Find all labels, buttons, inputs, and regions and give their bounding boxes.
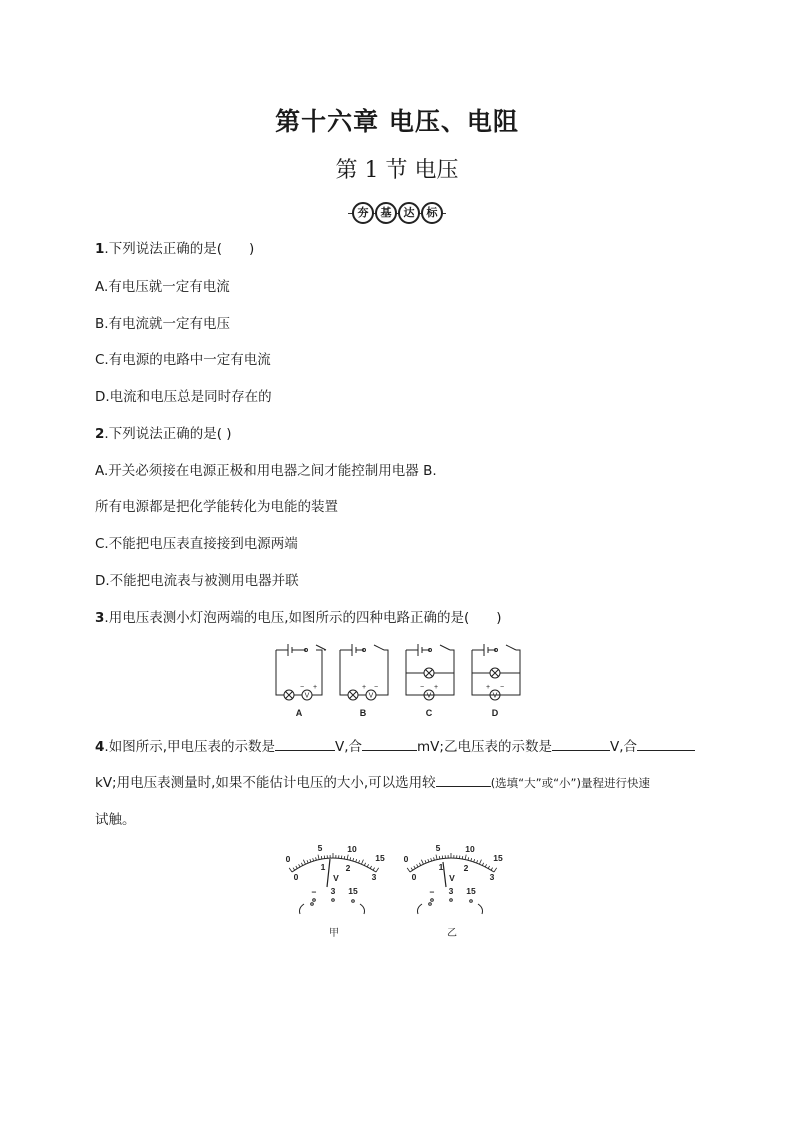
plus-sign: + (361, 684, 367, 691)
scale-tick (370, 866, 371, 869)
minus-sign: − (499, 684, 505, 691)
scale-tick (414, 866, 416, 869)
q1-option-c: C.有电源的电路中一定有电流 (95, 352, 271, 368)
question-text: V,合 (609, 739, 637, 755)
scale-tick (307, 860, 308, 863)
scale-tick (485, 864, 486, 867)
question-text: V,合 (335, 739, 363, 755)
scale-tick (479, 860, 481, 865)
circuit-b (340, 644, 388, 700)
scale-label: 0 (411, 872, 417, 882)
voltmeter-jia (289, 853, 379, 914)
plus-sign: + (485, 684, 491, 691)
scale-label: 2 (345, 863, 351, 873)
scale-tick (289, 868, 292, 872)
meter-symbol: V (368, 692, 374, 700)
scale-tick (299, 864, 300, 867)
scale-tick (436, 855, 437, 860)
scale-tick (359, 860, 360, 863)
scale-tick (356, 859, 357, 862)
question-3-stem (95, 606, 502, 626)
scale-tick (296, 866, 298, 869)
meter-symbol: V (304, 692, 310, 700)
scale-tick (361, 860, 363, 865)
plus-sign: + (312, 684, 318, 691)
question-4-line-3: 试触。 (95, 812, 136, 828)
terminal-label: 3 (330, 886, 336, 896)
question-1-stem (95, 237, 254, 257)
scale-tick (471, 858, 472, 861)
scale-tick (434, 857, 435, 860)
scale-tick (310, 859, 311, 862)
needle (327, 859, 330, 887)
question-number: 1 (95, 241, 105, 257)
scale-tick (491, 868, 493, 871)
question-4-line-2 (95, 771, 650, 791)
scale-tick (367, 864, 368, 867)
answer-blank[interactable] (552, 738, 610, 751)
q2-option-a: A.开关必须接在电源正极和用电器之间才能控制用电器 B. (95, 463, 437, 479)
scale-tick (411, 868, 413, 871)
scale-label: 15 (493, 853, 503, 863)
minus-sign: − (419, 684, 425, 691)
question-text: (选填“大”或“小”)量程进行快速 (490, 776, 650, 790)
terminal-label: 15 (466, 886, 476, 896)
scale-tick (421, 860, 423, 865)
circuit-label: C (425, 708, 433, 718)
needle (443, 862, 446, 887)
scale-tick (321, 856, 322, 859)
voltmeter-yi (407, 853, 497, 914)
scale-tick (364, 863, 365, 866)
scale-tick (303, 860, 305, 865)
scale-tick (344, 856, 345, 859)
answer-blank[interactable] (362, 738, 417, 751)
scale-label: 1 (320, 862, 326, 872)
scale-tick (488, 866, 489, 869)
question-text: .用电压表测小灯泡两端的电压,如图所示的四种电路正确的是( ) (104, 610, 502, 626)
chapter-title: 第十六章 电压、电阻 (275, 107, 519, 136)
scale-label: 0 (285, 854, 291, 864)
scale-label: 3 (371, 872, 377, 882)
q2-option-d: D.不能把电流表与被测用电器并联 (95, 573, 299, 589)
badge-char: 达 (398, 202, 420, 224)
circuit-a (276, 644, 326, 700)
scale-label: 3 (489, 872, 495, 882)
scale-tick (482, 863, 483, 866)
scale-tick (407, 868, 410, 872)
unit-label: V (449, 873, 455, 883)
scale-tick (373, 868, 375, 871)
question-4-line-1 (95, 735, 695, 755)
scale-label: 10 (347, 844, 357, 854)
plus-sign: + (433, 684, 439, 691)
scale-label: 0 (403, 854, 409, 864)
scale-tick (462, 856, 463, 859)
section-title: 第 1 节 电压 (335, 158, 459, 183)
badge-char: 夯 (352, 202, 374, 224)
badge-char: 标 (421, 202, 443, 224)
question-text: .下列说法正确的是( ) (104, 241, 255, 257)
scale-label: 15 (375, 853, 385, 863)
minus-sign: − (299, 684, 305, 691)
scale-tick (316, 857, 317, 860)
scale-tick (347, 855, 348, 860)
scale-label: 5 (317, 843, 323, 853)
circuit-label: B (359, 708, 367, 718)
meter-symbol: V (426, 692, 432, 700)
scale-tick (318, 855, 319, 860)
answer-blank[interactable] (275, 738, 335, 751)
scale-label: 5 (435, 843, 441, 853)
scale-tick (431, 858, 432, 861)
scale-tick (439, 856, 440, 859)
unit-label: V (333, 873, 339, 883)
question-2-stem (95, 422, 232, 442)
scale-tick (376, 868, 379, 872)
scale-tick (350, 857, 351, 860)
question-text: .如图所示,甲电压表的示数是 (104, 739, 275, 755)
scale-tick (465, 855, 466, 860)
terminal-label: 15 (348, 886, 358, 896)
question-number: 2 (95, 426, 105, 442)
question-number: 4 (95, 739, 105, 755)
circuit-label: D (491, 708, 499, 718)
scale-tick (293, 868, 295, 871)
q2-option-c: C.不能把电压表直接接到电源两端 (95, 536, 298, 552)
scale-tick (425, 860, 426, 863)
q1-option-d: D.电流和电压总是同时存在的 (95, 389, 272, 405)
scale-label: 0 (293, 872, 299, 882)
answer-blank[interactable] (637, 738, 695, 751)
scale-tick (474, 859, 475, 862)
section-badge (348, 202, 446, 224)
scale-tick (419, 863, 420, 866)
circuit-label: A (295, 708, 303, 718)
terminal-label: 3 (448, 886, 454, 896)
scale-tick (417, 864, 418, 867)
scale-tick (301, 863, 302, 866)
voltmeter-figure (282, 840, 512, 940)
scale-label: 10 (465, 844, 475, 854)
badge-char: 基 (375, 202, 397, 224)
question-text: .下列说法正确的是( ) (104, 426, 232, 442)
circuit-figure (270, 638, 530, 722)
q1-option-a: A.有电压就一定有电流 (95, 279, 230, 295)
meter-name: 甲 (329, 928, 339, 939)
meter-symbol: V (492, 692, 498, 700)
scale-label: 1 (438, 862, 444, 872)
question-number: 3 (95, 610, 105, 626)
scale-label: 2 (463, 863, 469, 873)
question-text: mV;乙电压表的示数是 (417, 739, 552, 755)
meter-name: 乙 (447, 928, 457, 939)
question-text: kV;用电压表测量时,如果不能估计电压的大小,可以选用较 (95, 775, 436, 791)
q1-option-b: B.有电流就一定有电压 (95, 316, 231, 332)
scale-tick (313, 858, 314, 861)
terminal-label: − (429, 887, 435, 897)
scale-tick (428, 859, 429, 862)
scale-tick (477, 860, 478, 863)
answer-blank[interactable] (436, 774, 491, 787)
scale-tick (494, 868, 497, 872)
scale-tick (468, 857, 469, 860)
minus-sign: − (373, 684, 379, 691)
scale-tick (353, 858, 354, 861)
q2-option-b: 所有电源都是把化学能转化为电能的装置 (95, 499, 338, 515)
terminal-label: − (311, 887, 317, 897)
